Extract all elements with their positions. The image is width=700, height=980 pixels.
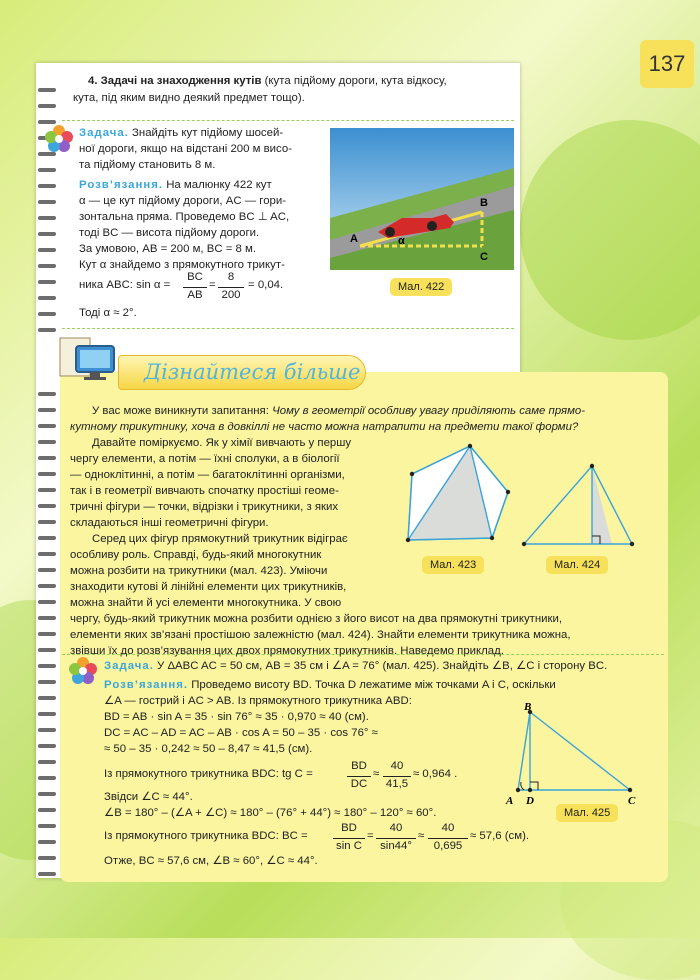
figure-caption-425: Мал. 425 — [556, 804, 618, 822]
section-heading-rest: (кута підйому дороги, кута відкосу, — [261, 75, 447, 87]
background-blob — [520, 120, 700, 340]
solution2-line3: BD = AB · sin A = 35 · sin 76° ≈ 35 · 0,970 ≈ 40 (см). — [104, 711, 369, 723]
solution1-line1 — [79, 178, 272, 194]
solution1-line3: зонтальна пряма. Проведемо BC ⊥ AC, — [79, 211, 290, 223]
point-label-a: A — [350, 233, 358, 245]
more-para2-line: Давайте поміркуємо. Як у хімії вивчають у першу — [92, 437, 352, 449]
tg-result: ≈ 0,964 . — [413, 768, 458, 780]
solution1-line5: За умовою, AB = 200 м, BC = 8 м. — [79, 243, 257, 255]
point-label-c: C — [628, 795, 636, 807]
more-para2-line: знаходити кутові й лінійні елементи цих трикутників, — [70, 581, 347, 593]
point-label-a: A — [506, 795, 514, 807]
figure-424-triangle — [520, 460, 638, 550]
frac-numerator: 40 — [441, 822, 455, 834]
more-para2-line: складаються інші геометричні фігури. — [70, 517, 269, 529]
more-para2-line: Серед цих фігур прямокутний трикутник відіграє — [92, 533, 348, 545]
section-heading-line2: кута, під яким видно деякий предмет тощо). — [73, 92, 305, 104]
solution2-line2: ∠A — гострий і AC > AB. Із прямокутного трикутника ABD: — [104, 695, 412, 707]
solution2-line8: ∠B = 180° – (∠A + ∠C) ≈ 180° – (76° + 44°) ≈ 180° – 120° ≈ 60°. — [104, 807, 437, 819]
frac-denominator: 0,695 — [428, 838, 468, 855]
equals-sign: = — [209, 279, 216, 291]
flower-icon — [68, 656, 98, 686]
frac-numerator: BC — [187, 271, 203, 283]
solution1-line2: α — це кут підйому дороги, AC — гори- — [79, 195, 287, 207]
point-label-b: B — [524, 701, 532, 713]
page-number: 137 — [640, 40, 694, 88]
task1-line2: ної дороги, якщо на відстані 200 м висо- — [79, 143, 293, 155]
solution-label: Розв’язання. — [79, 179, 164, 191]
figure-425-triangle — [500, 700, 650, 810]
more-para3-line: звівши їх до розв’язування цих двох прямокутних трикутників. Наведемо приклад. — [70, 645, 504, 657]
solution2-text: Проведемо висоту BD. Точка D лежатиме між точками A і C, оскільки — [191, 679, 556, 691]
flower-icon — [44, 124, 74, 154]
question-text: Чому в геометрії особливу увагу приділяють саме прямо- — [272, 405, 586, 417]
frac-denominator: AB — [183, 287, 207, 304]
frac-numerator: 8 — [227, 271, 235, 283]
more-para3-line: елементи яких зв’язані простішою залежністю (мал. 424). Знайти елементи трикутника можна, — [70, 629, 571, 641]
frac-numerator: 40 — [389, 822, 403, 834]
dashed-divider — [62, 120, 514, 121]
frac-denominator: DC — [347, 776, 371, 793]
more-para2-line: чергу елементи, а потім — їхні сполуки, а в біології — [70, 453, 340, 465]
solution2-line4: DC = AC – AD = AC – AB · cos A = 50 – 35 · cos 76° ≈ — [104, 727, 378, 739]
frac-numerator: 40 — [390, 760, 404, 772]
solution1-text: На малюнку 422 кут — [166, 179, 272, 191]
solution1-formula-lead: ника ABC: sin α = — [79, 279, 171, 291]
more-para2-line: — одноклітинні, а потім — багатоклітинні організми, — [70, 469, 345, 481]
more-para2-line: тричні фігури — точки, відрізки і трикутники, з яких — [70, 501, 339, 513]
task-label: Задача. — [104, 660, 154, 672]
task1-text: Знайдіть кут підйому шосей- — [132, 127, 284, 139]
section-heading-bold: 4. Задачі на знаходження кутів — [88, 75, 262, 87]
equals-sign: = — [367, 830, 374, 842]
figure-caption-422: Мал. 422 — [390, 278, 452, 296]
solution2-line1 — [104, 678, 556, 694]
road-photo — [330, 128, 514, 270]
task2-line1 — [104, 659, 607, 675]
more-para2-line: можна розбити на трикутники (мал. 423). Уміючи — [70, 565, 328, 577]
task-label: Задача. — [79, 127, 129, 139]
dashed-divider — [62, 328, 514, 329]
more-para1-line2: кутному трикутнику, хоча в довкіллі не часто можна натрапити на предмети такої форми? — [70, 421, 579, 433]
frac-denominator: sin44° — [376, 838, 416, 855]
question-lead: У вас може виникнути запитання: — [92, 405, 269, 417]
solution1-answer: Тоді α ≈ 2°. — [79, 307, 137, 319]
frac-denominator: 41,5 — [383, 776, 411, 793]
dashed-divider — [62, 654, 664, 655]
frac-denominator: sin C — [333, 838, 365, 855]
solution1-line4: тоді BC — висота підйому дороги. — [79, 227, 260, 239]
figure-423-polygon — [398, 436, 520, 548]
point-label-d: D — [526, 795, 534, 807]
point-label-c: C — [480, 251, 488, 263]
solution2-line5: ≈ 50 – 35 · 0,242 ≈ 50 – 8,47 ≈ 41,5 (см). — [104, 743, 313, 755]
figure-caption-423: Мал. 423 — [422, 556, 484, 574]
frac-numerator: BD — [341, 822, 357, 834]
bc-result: ≈ 57,6 (см). — [470, 830, 530, 842]
section-heading — [88, 74, 447, 90]
solution1-line6: Кут α знайдемо з прямокутного трикут- — [79, 259, 285, 271]
frac-denominator: 200 — [218, 287, 244, 304]
task1-line3: та підйому становить 8 м. — [79, 159, 216, 171]
task1-line1 — [79, 126, 283, 142]
computer-icon — [56, 332, 118, 384]
more-para2-line: особливу роль. Справді, будь-який многокутник — [70, 549, 322, 561]
approx-sign: ≈ — [373, 768, 380, 780]
approx-sign: ≈ — [418, 830, 425, 842]
task2-text: У ΔABC AC = 50 см, AB = 35 см і ∠A = 76° (мал. 425). Знайдіть ∠B, ∠C і сторону BC. — [157, 660, 608, 672]
more-para2-line: можна знайти й усі елементи многокутника. У свою — [70, 597, 342, 609]
solution2-tg-lead: Із прямокутного трикутника BDC: tg C = — [104, 768, 313, 780]
more-para3-line: чергу, будь-який трикутник можна розбити однією з його висот на два прямокутні трикутники, — [70, 613, 563, 625]
solution2-line7: Звідси ∠C ≈ 44°. — [104, 791, 193, 803]
solution2-bc-lead: Із прямокутного трикутника BDC: BC = — [104, 830, 308, 842]
alpha-label: α — [398, 235, 405, 247]
more-para1-line1 — [92, 404, 585, 420]
formula-result: = 0,04. — [248, 279, 284, 291]
solution-label: Розв’язання. — [104, 679, 189, 691]
frac-numerator: BD — [351, 760, 367, 772]
figure-caption-424: Мал. 424 — [546, 556, 608, 574]
solution2-conclusion: Отже, BC ≈ 57,6 см, ∠B ≈ 60°, ∠C ≈ 44°. — [104, 855, 318, 867]
more-para2-line: так і в геометрії вивчають спочатку простіші геоме- — [70, 485, 339, 497]
learn-more-title: Дізнайтеся більше — [144, 360, 361, 384]
point-label-b: B — [480, 197, 488, 209]
